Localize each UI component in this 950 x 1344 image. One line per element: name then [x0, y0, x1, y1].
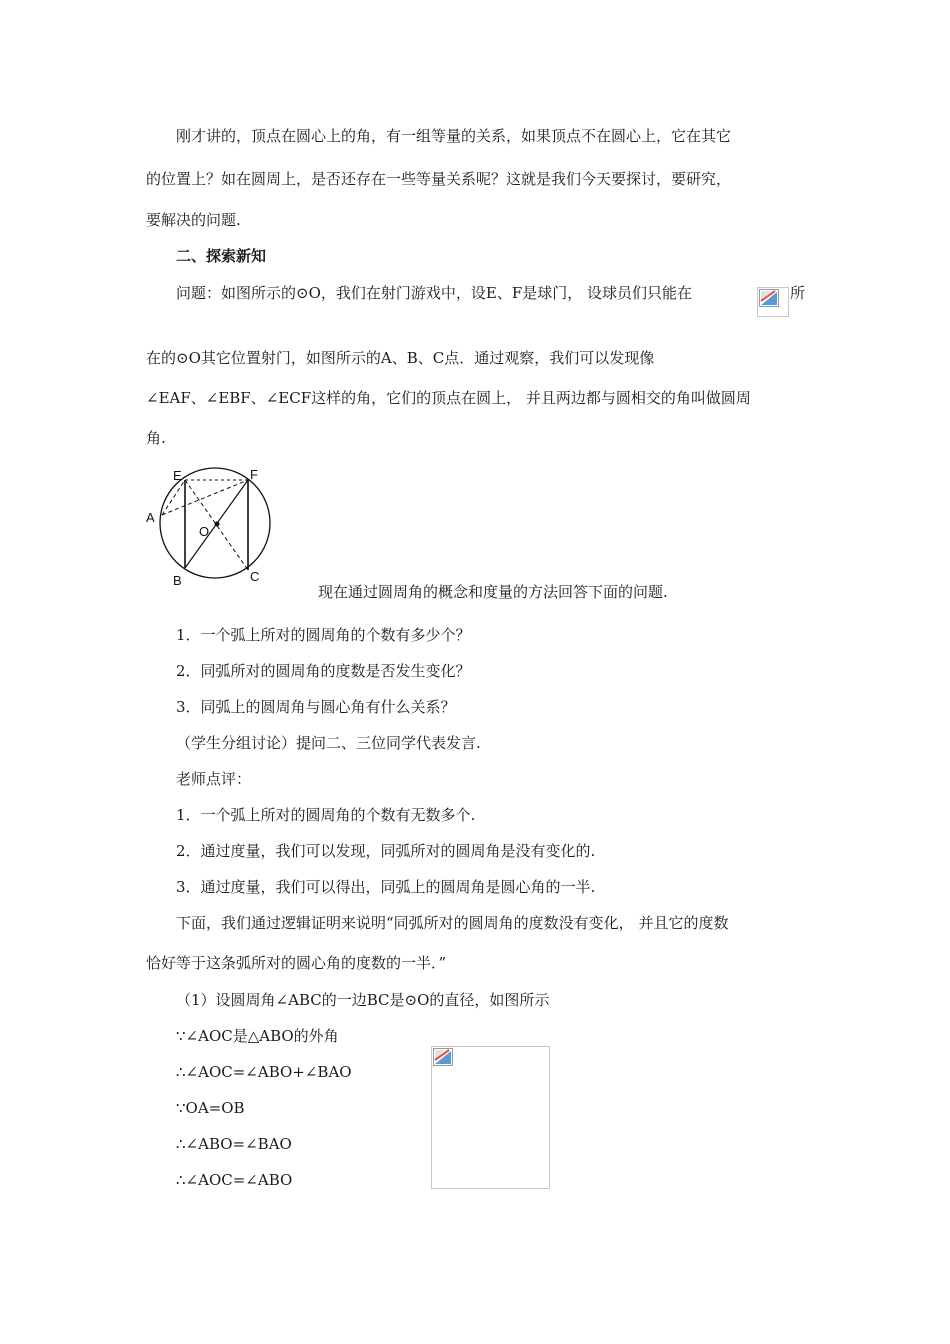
- circle-figure: [140, 460, 290, 590]
- broken-image-inline: [757, 287, 789, 317]
- problem-line-2: 在的⊙O其它位置射门，如图所示的A、B、C点．通过观察，我们可以发现像: [146, 349, 655, 367]
- label-e: E: [173, 468, 182, 483]
- label-o: O: [199, 524, 210, 539]
- discussion: （学生分组讨论）提问二、三位同学代表发言.: [176, 734, 481, 752]
- proof-step-3: ∵OA=OB: [176, 1099, 245, 1117]
- proof-intro-line-1: 下面，我们通过逻辑证明来说明“同弧所对的圆周角的度数没有变化， 并且它的度数: [176, 914, 729, 932]
- proof-intro-line-2: 恰好等于这条弧所对的圆心角的度数的一半．”: [146, 954, 447, 972]
- intro-line-2: 的位置上？如在圆周上，是否还存在一些等量关系呢？这就是我们今天要探讨，要研究，: [146, 170, 732, 188]
- broken-image-icon: [433, 1048, 453, 1066]
- intro-line-3: 要解决的问题.: [146, 211, 241, 229]
- section-heading: 二、探索新知: [176, 247, 267, 265]
- proof-step-2: ∴∠AOC=∠ABO+∠BAO: [176, 1063, 352, 1081]
- answer-2: 2．通过度量，我们可以发现，同弧所对的圆周角是没有变化的.: [176, 842, 596, 860]
- answer-3: 3．通过度量，我们可以得出，同弧上的圆周角是圆心角的一半.: [176, 878, 596, 896]
- problem-line-4: 角.: [146, 429, 166, 447]
- problem-line-1-tail: 所: [790, 284, 806, 302]
- proof-step-5: ∴∠AOC=∠ABO: [176, 1171, 293, 1189]
- answer-1: 1．一个弧上所对的圆周角的个数有无数多个.: [176, 806, 476, 824]
- proof-step-1: ∵∠AOC是△ABO的外角: [176, 1027, 339, 1045]
- label-a: A: [146, 510, 155, 525]
- center-dot: [215, 522, 220, 527]
- label-c: C: [250, 569, 260, 584]
- broken-image-icon: [759, 289, 779, 307]
- intro-line-1: 刚才讲的，顶点在圆心上的角，有一组等量的关系，如果顶点不在圆心上，它在其它: [176, 127, 732, 145]
- broken-image-figure: [431, 1046, 550, 1189]
- question-3: 3．同弧上的圆周角与圆心角有什么关系？: [176, 698, 456, 716]
- question-1: 1．一个弧上所对的圆周角的个数有多少个？: [176, 626, 471, 644]
- label-b: B: [173, 573, 182, 588]
- dash-ae: [162, 480, 185, 515]
- question-2: 2．同弧所对的圆周角的度数是否发生变化？: [176, 662, 471, 680]
- case-1: （1）设圆周角∠ABC的一边BC是⊙O的直径，如图所示: [176, 991, 550, 1009]
- problem-line-1: 问题：如图所示的⊙O，我们在射门游戏中，设E、F是球门， 设球员们只能在: [176, 284, 692, 302]
- label-f: F: [250, 467, 258, 482]
- lead-in: 现在通过圆周角的概念和度量的方法回答下面的问题.: [318, 583, 668, 601]
- teacher-label: 老师点评：: [176, 770, 252, 788]
- problem-line-3: ∠EAF、∠EBF、∠ECF这样的角，它们的顶点在圆上， 并且两边都与圆相交的角叫做圆周: [146, 389, 751, 407]
- proof-step-4: ∴∠ABO=∠BAO: [176, 1135, 292, 1153]
